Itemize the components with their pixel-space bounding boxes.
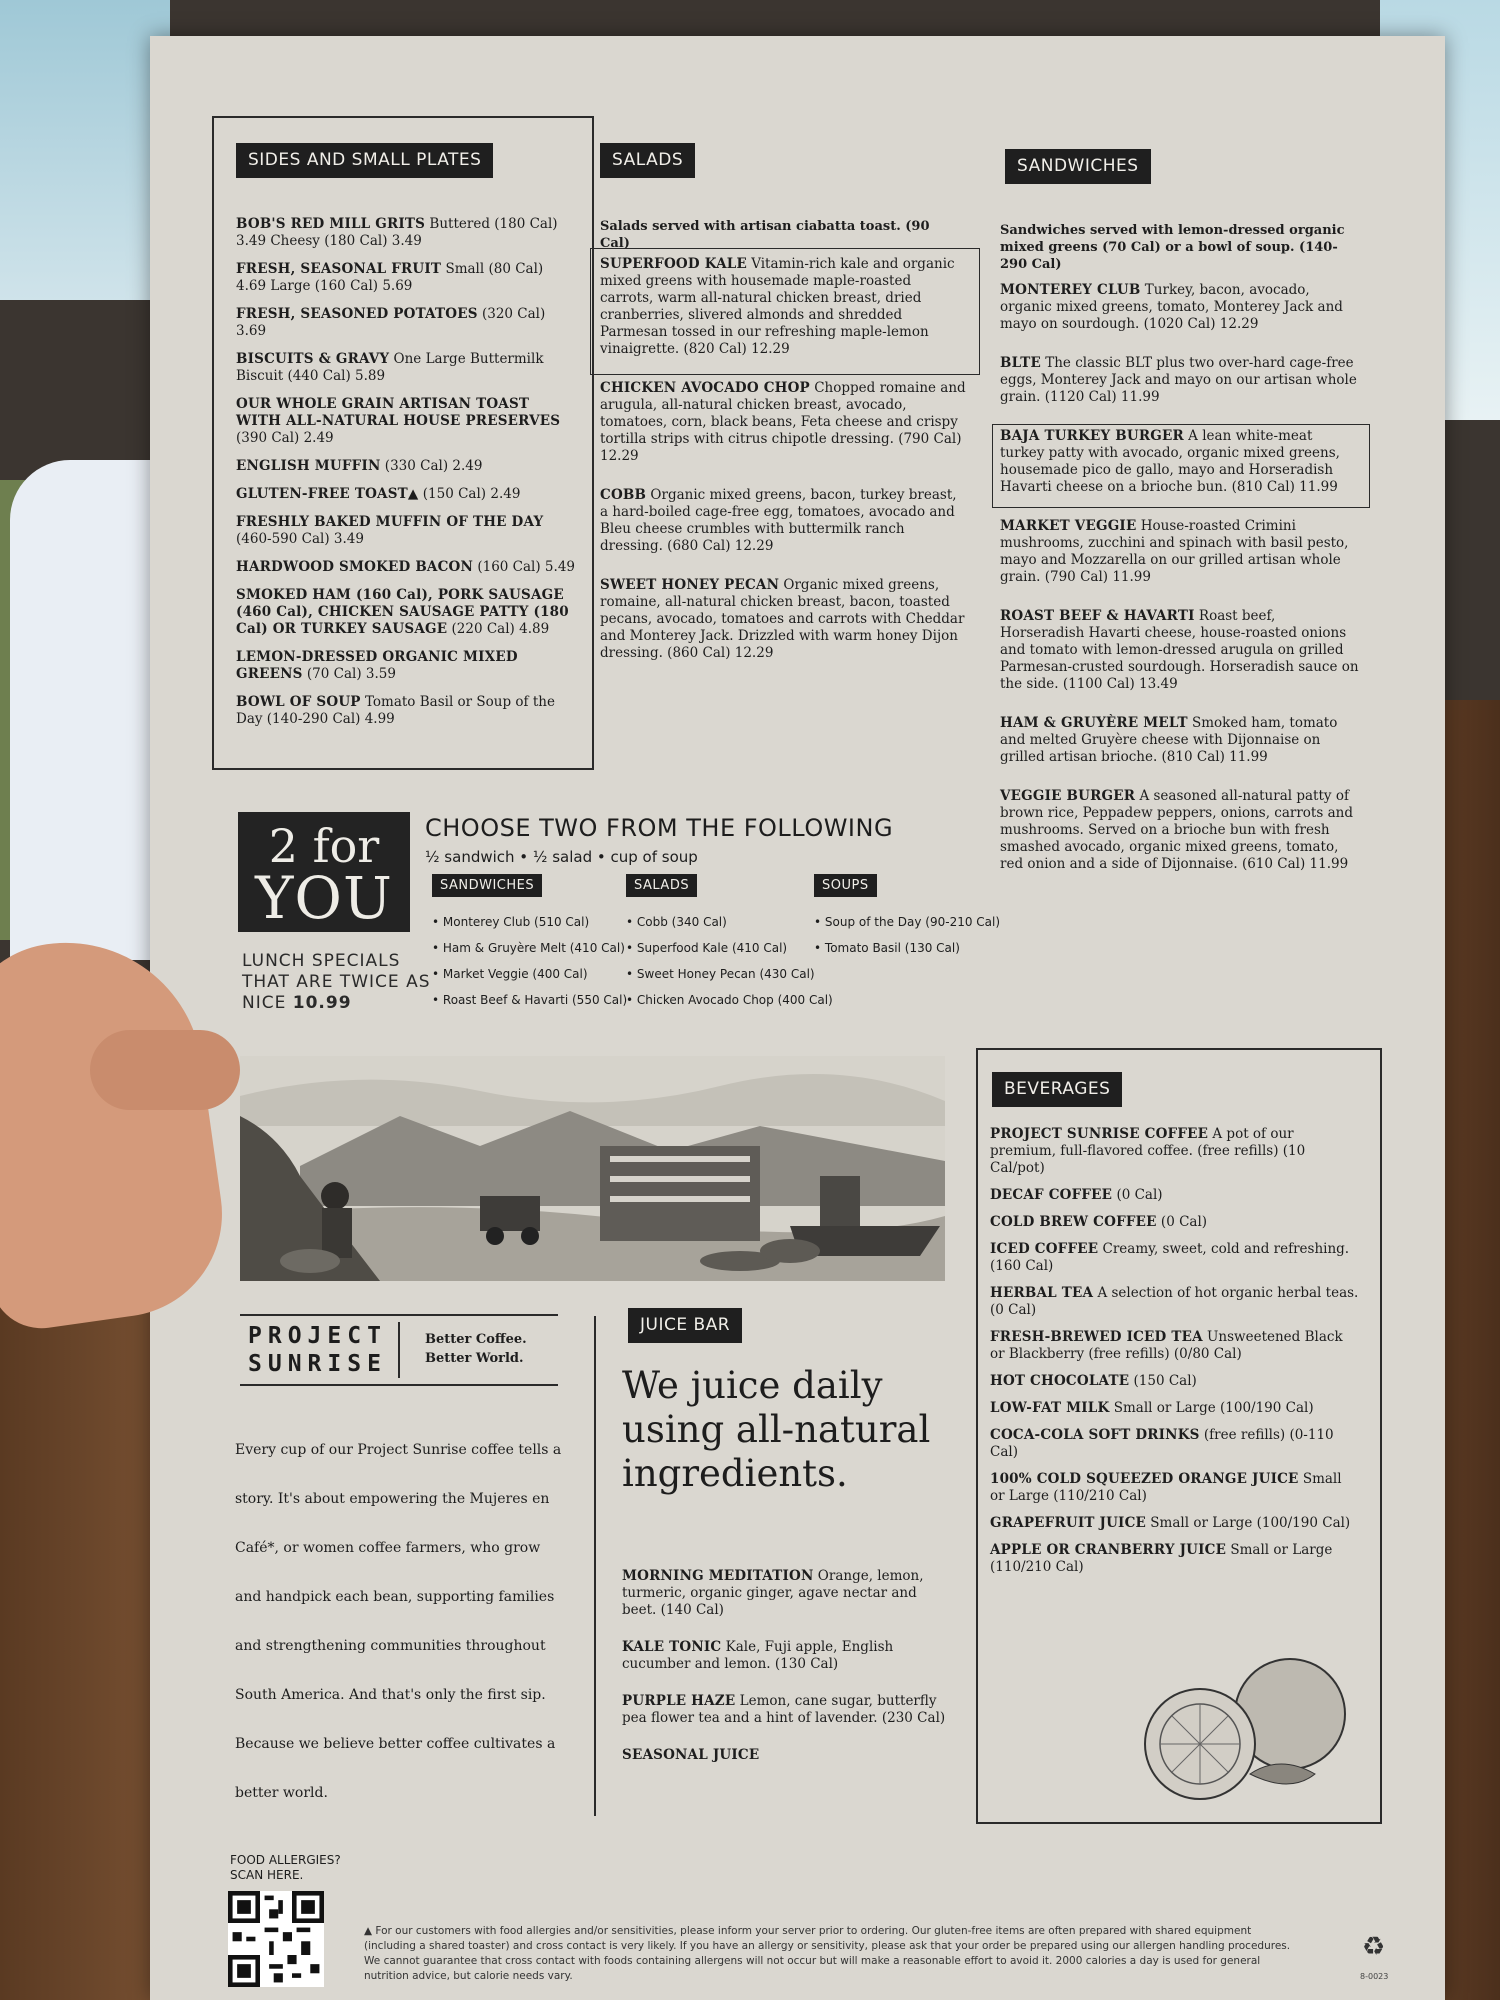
two-salad-option: • Sweet Honey Pecan (430 Cal) xyxy=(626,961,833,987)
salad-item-name: SUPERFOOD KALE xyxy=(600,256,747,272)
sides-item-name: BOB'S RED MILL GRITS xyxy=(236,216,426,232)
sides-item-detail: One Large Buttermilk Biscuit (440 Cal) 5.89 xyxy=(236,351,544,384)
sides-item xyxy=(236,649,576,683)
salad-item-name: CHICKEN AVOCADO CHOP xyxy=(600,380,810,396)
beverage-item-name: FRESH-BREWED ICED TEA xyxy=(990,1329,1203,1345)
beverages-title: BEVERAGES xyxy=(992,1072,1122,1107)
juice-title: JUICE BAR xyxy=(628,1308,742,1343)
juice-item xyxy=(622,1693,952,1727)
beverage-item xyxy=(990,1241,1360,1275)
juice-item xyxy=(622,1568,952,1619)
two-sandwiches-col xyxy=(432,874,627,1013)
sides-item-detail: Buttered (180 Cal) 3.49 Cheesy (180 Cal) 3.49 xyxy=(236,216,558,249)
sides-item-name: GLUTEN-FREE TOAST▲ xyxy=(236,486,419,502)
project-sunrise-body: Every cup of our Project Sunrise coffee tells a story. It's about empowering the Mujeres en Café*, or women coffee farmers, who grow and handpick each bean, supporting families and strengthening communities throughout South America. And that's only the first sip. Because we believe better coffee cultivates a better world. xyxy=(235,1442,562,1801)
beverage-item-detail: Small or Large (110/210 Cal) xyxy=(990,1542,1333,1575)
salads-title: SALADS xyxy=(600,143,695,178)
sandwich-item xyxy=(1000,355,1360,406)
juice-item-detail: Lemon, cane sugar, butterfly pea flower tea and a hint of lavender. (230 Cal) xyxy=(622,1693,946,1726)
salad-item xyxy=(600,256,968,358)
beverage-item-detail: (0 Cal) xyxy=(1156,1214,1208,1230)
two-sandwiches-label: SANDWICHES xyxy=(432,874,542,897)
beverage-item-detail: Small or Large (110/210 Cal) xyxy=(990,1471,1342,1504)
sandwich-item-detail: A lean white-meat turkey patty with avocado, organic mixed greens, housemade pico de gallo, mayo and Horseradish Havarti cheese on a brioche bun. (810 Cal) 11.99 xyxy=(1000,428,1340,495)
sides-item-detail: Tomato Basil or Soup of the Day (140-290 Cal) 4.99 xyxy=(236,694,555,727)
sides-item-name: BISCUITS & GRAVY xyxy=(236,351,390,367)
salads-intro: Salads served with artisan ciabatta toast. (90 Cal) xyxy=(600,219,930,251)
salads-list xyxy=(600,256,968,684)
allergy-qr-code[interactable] xyxy=(228,1891,324,1987)
sides-item-name: ENGLISH MUFFIN xyxy=(236,458,381,474)
beverage-item-name: GRAPEFRUIT JUICE xyxy=(990,1515,1147,1531)
recycle-icon: ♻ xyxy=(1362,1932,1386,1962)
salads-section xyxy=(600,143,695,178)
beverage-item-name: COLD BREW COFFEE xyxy=(990,1214,1157,1230)
sides-item xyxy=(236,486,576,503)
badge-line1: 2 for xyxy=(268,819,380,873)
two-salads-list xyxy=(626,909,833,1013)
juice-section xyxy=(628,1308,742,1343)
thumb xyxy=(90,1030,240,1110)
sides-item xyxy=(236,694,576,728)
two-salad-option: • Cobb (340 Cal) xyxy=(626,909,833,935)
juice-item-name: SEASONAL JUICE xyxy=(622,1747,760,1763)
sides-item-name: FRESH, SEASONED POTATOES xyxy=(236,306,478,322)
tagline-price: 10.99 xyxy=(292,993,352,1013)
sandwich-item-detail: House-roasted Crimini mushrooms, zucchini and spinach with basil pesto, mayo and Mozzarella on our grilled artisan whole grain. (790 Cal) 11.99 xyxy=(1000,518,1349,585)
juice-item-detail: Orange, lemon, turmeric, organic ginger, agave nectar and beet. (140 Cal) xyxy=(622,1568,924,1618)
beverage-item-name: HOT CHOCOLATE xyxy=(990,1373,1130,1389)
badge-line2: YOU xyxy=(255,864,393,932)
two-sandwich-option: • Market Veggie (400 Cal) xyxy=(432,961,627,987)
sandwiches-intro: Sandwiches served with lemon-dressed organic mixed greens (70 Cal) or a bowl of soup. (140-290 Cal) xyxy=(1000,223,1345,272)
juice-item-name: MORNING MEDITATION xyxy=(622,1568,814,1584)
project-sunrise-logo xyxy=(240,1314,558,1386)
sides-item-detail: (220 Cal) 4.89 xyxy=(447,621,550,637)
beverage-item xyxy=(990,1515,1360,1532)
beverage-item-detail: Small or Large (100/190 Cal) xyxy=(1146,1515,1351,1531)
sandwich-item-detail: Roast beef, Horseradish Havarti cheese, house-roasted onions and tomato with lemon-dressed arugula on grilled Parmesan-crusted sourdough. Horseradish sauce on the side. (1100 Cal) 13.49 xyxy=(1000,608,1359,692)
beverage-item-name: ICED COFFEE xyxy=(990,1241,1099,1257)
sandwich-item xyxy=(1000,608,1360,693)
sandwich-item xyxy=(1000,282,1360,333)
sandwich-item-name: BAJA TURKEY BURGER xyxy=(1000,428,1184,444)
beverage-item-name: LOW-FAT MILK xyxy=(990,1400,1110,1416)
sandwich-item xyxy=(1000,428,1360,496)
juice-item xyxy=(622,1639,952,1673)
beverage-item xyxy=(990,1471,1360,1505)
two-soups-label: SOUPS xyxy=(814,874,877,897)
two-soups-col xyxy=(814,874,1000,961)
project-sunrise-wordmark xyxy=(240,1322,400,1378)
sides-item xyxy=(236,559,576,576)
beverage-item-detail: (free refills) (0-110 Cal) xyxy=(990,1427,1334,1460)
sides-section xyxy=(236,143,493,178)
two-sandwich-option: • Ham & Gruyère Melt (410 Cal) xyxy=(432,935,627,961)
sides-item-detail: (390 Cal) 2.49 xyxy=(236,430,334,446)
salad-item xyxy=(600,577,968,662)
two-sandwiches-list xyxy=(432,909,627,1013)
sides-item xyxy=(236,351,576,385)
sides-item-detail: (320 Cal) 3.69 xyxy=(236,306,546,339)
beverage-item xyxy=(990,1373,1360,1390)
beverage-item-name: DECAF COFFEE xyxy=(990,1187,1113,1203)
sandwich-item xyxy=(1000,518,1360,586)
salad-item-detail: Chopped romaine and arugula, all-natural chicken breast, avocado, tomatoes, corn, black beans, Feta cheese and crispy tortilla strips with citrus chipotle dressing. (790 Cal) 12.29 xyxy=(600,380,966,464)
sides-item-detail: (330 Cal) 2.49 xyxy=(380,458,483,474)
two-salad-option: • Chicken Avocado Chop (400 Cal) xyxy=(626,987,833,1013)
sides-item-detail: Small (80 Cal) 4.69 Large (160 Cal) 5.69 xyxy=(236,261,544,294)
beverage-item xyxy=(990,1187,1360,1204)
two-soup-option: • Tomato Basil (130 Cal) xyxy=(814,935,1000,961)
beverage-item-name: 100% COLD SQUEEZED ORANGE JUICE xyxy=(990,1471,1299,1487)
sides-item-name: FRESHLY BAKED MUFFIN OF THE DAY xyxy=(236,514,544,530)
beverage-item-name: APPLE OR CRANBERRY JUICE xyxy=(990,1542,1227,1558)
sandwich-item xyxy=(1000,715,1360,766)
beverage-item-name: HERBAL TEA xyxy=(990,1285,1094,1301)
sides-item xyxy=(236,261,576,295)
beverages-section xyxy=(992,1072,1122,1107)
beverages-list xyxy=(990,1126,1360,1586)
juice-divider xyxy=(594,1316,596,1816)
ps-line2: SUNRISE xyxy=(248,1351,387,1377)
beverage-item-detail: A selection of hot organic herbal teas. (0 Cal) xyxy=(990,1285,1359,1318)
sides-item xyxy=(236,587,576,638)
allergy-line2: SCAN HERE. xyxy=(230,1868,304,1882)
sides-item xyxy=(236,396,576,447)
beverage-item-detail: A pot of our premium, full-flavored coffee. (free refills) (10 Cal/pot) xyxy=(990,1126,1306,1176)
project-sunrise-slogan xyxy=(425,1330,527,1368)
sides-item xyxy=(236,216,576,250)
ps-slogan2: Better World. xyxy=(425,1351,524,1366)
sandwich-item-name: MARKET VEGGIE xyxy=(1000,518,1137,534)
salad-item-detail: Vitamin-rich kale and organic mixed greens with housemade maple-roasted carrots, warm all-natural chicken breast, dried cranberries, slivered almonds and shredded Parmesan tossed in our refreshing maple-lemon vinaigrette. (820 Cal) 12.29 xyxy=(600,256,955,357)
beverage-item xyxy=(990,1329,1360,1363)
sides-item-detail: (150 Cal) 2.49 xyxy=(418,486,521,502)
beverage-item-detail: Creamy, sweet, cold and refreshing. (160 Cal) xyxy=(990,1241,1350,1274)
sides-item-detail: (70 Cal) 3.59 xyxy=(302,666,396,682)
sandwiches-title: SANDWICHES xyxy=(1005,149,1151,184)
sides-item xyxy=(236,306,576,340)
sides-item-name: FRESH, SEASONAL FRUIT xyxy=(236,261,442,277)
juice-list xyxy=(622,1568,952,1784)
two-soups-list xyxy=(814,909,1000,961)
sides-item-detail: (160 Cal) 5.49 xyxy=(473,559,575,575)
two-salads-label: SALADS xyxy=(626,874,697,897)
beverage-item xyxy=(990,1285,1360,1319)
ps-line1: PROJECT xyxy=(248,1323,387,1349)
sides-item-name: OUR WHOLE GRAIN ARTISAN TOAST WITH ALL-NATURAL HOUSE PRESERVES xyxy=(236,396,561,429)
choose-two-heading: CHOOSE TWO FROM THE FOLLOWING xyxy=(425,814,894,842)
two-salad-option: • Superfood Kale (410 Cal) xyxy=(626,935,833,961)
choose-two-subheading: ½ sandwich • ½ salad • cup of soup xyxy=(425,848,698,866)
menu-code: 8-0023 xyxy=(1360,1972,1389,1981)
sandwich-item-name: HAM & GRUYÈRE MELT xyxy=(1000,715,1188,731)
tagline-text: LUNCH SPECIALS THAT ARE TWICE AS NICE xyxy=(242,951,431,1013)
sides-item-name: HARDWOOD SMOKED BACON xyxy=(236,559,474,575)
menu-sheet xyxy=(150,36,1445,2000)
juice-item xyxy=(622,1747,952,1764)
sandwich-item xyxy=(1000,788,1360,873)
beverage-item xyxy=(990,1214,1360,1231)
lunch-tagline xyxy=(242,951,442,1014)
sandwiches-section xyxy=(1005,149,1151,184)
allergy-line1: FOOD ALLERGIES? xyxy=(230,1853,341,1867)
sandwich-item-detail: Smoked ham, tomato and melted Gruyère cheese with Dijonnaise on grilled artisan brioche. (810 Cal) 11.99 xyxy=(1000,715,1338,765)
salad-item xyxy=(600,380,968,465)
sides-item-detail: (460-590 Cal) 3.49 xyxy=(236,531,364,547)
coffee-farm-illustration xyxy=(240,1056,945,1281)
sandwich-item-name: BLTE xyxy=(1000,355,1041,371)
juice-item-name: PURPLE HAZE xyxy=(622,1693,736,1709)
beverage-item xyxy=(990,1400,1360,1417)
sides-item xyxy=(236,514,576,548)
beverage-item-detail: Unsweetened Black or Blackberry (free refills) (0/80 Cal) xyxy=(990,1329,1343,1362)
sandwich-item-name: VEGGIE BURGER xyxy=(1000,788,1136,804)
ps-slogan1: Better Coffee. xyxy=(425,1332,527,1347)
sandwich-item-detail: The classic BLT plus two over-hard cage-free eggs, Monterey Jack and mayo on our artisan whole grain. (1120 Cal) 11.99 xyxy=(1000,355,1357,405)
beverage-item xyxy=(990,1126,1360,1177)
salad-item xyxy=(600,487,968,555)
sandwich-item-name: MONTEREY CLUB xyxy=(1000,282,1141,298)
allergy-heading xyxy=(230,1853,341,1883)
two-for-you-badge xyxy=(238,812,410,932)
beverage-item-name: PROJECT SUNRISE COFFEE xyxy=(990,1126,1209,1142)
allergen-disclaimer: ▲ For our customers with food allergies and/or sensitivities, please inform your server prior to ordering. Our gluten-free items are often prepared with shared equipment (including a shared toaster) and cross contact is very likely. If you have an allergy or sensitivity, please ask that your order be prepared using our allergen handling procedures. We cannot guarantee that cross contact with foods containing allergens will not occur but will make a reasonable effort to avoid it. 2000 calories a day is used for general nutrition advice, but calorie needs vary. xyxy=(364,1925,1291,1982)
two-sandwich-option: • Roast Beef & Havarti (550 Cal) xyxy=(432,987,627,1013)
sides-item xyxy=(236,458,576,475)
beverage-item xyxy=(990,1542,1360,1576)
sandwich-item-detail: A seasoned all-natural patty of brown rice, Peppadew peppers, onions, carrots and mushrooms. Served on a brioche bun with fresh smashed avocado, organic mixed greens, tomato, red onion and a side of Dijonnaise. (610 Cal) 11.99 xyxy=(1000,788,1353,872)
two-sandwich-option: • Monterey Club (510 Cal) xyxy=(432,909,627,935)
beverage-item xyxy=(990,1427,1360,1461)
sandwiches-list xyxy=(1000,282,1360,895)
sandwich-item-name: ROAST BEEF & HAVARTI xyxy=(1000,608,1195,624)
juice-item-detail: Kale, Fuji apple, English cucumber and lemon. (130 Cal) xyxy=(622,1639,894,1672)
sides-title: SIDES AND SMALL PLATES xyxy=(236,143,493,178)
beverage-item-detail: (150 Cal) xyxy=(1129,1373,1197,1389)
juice-item-name: KALE TONIC xyxy=(622,1639,722,1655)
sides-item-name: BOWL OF SOUP xyxy=(236,694,361,710)
beverage-item-detail: (0 Cal) xyxy=(1112,1187,1163,1203)
sides-item-name: LEMON-DRESSED ORGANIC MIXED GREENS xyxy=(236,649,518,682)
salad-item-detail: Organic mixed greens, romaine, all-natural chicken breast, bacon, toasted pecans, avocado, tomatoes and carrots with Cheddar and Monterey Jack. Drizzled with warm honey Dijon dressing. (860 Cal) 12.29 xyxy=(600,577,965,661)
salad-item-name: SWEET HONEY PECAN xyxy=(600,577,780,593)
juice-headline: We juice daily using all-natural ingredients. xyxy=(622,1364,931,1495)
beverage-item-name: COCA-COLA SOFT DRINKS xyxy=(990,1427,1200,1443)
salad-item-name: COBB xyxy=(600,487,647,503)
salad-item-detail: Organic mixed greens, bacon, turkey breast, a hard-boiled cage-free egg, tomatoes, avocado and Bleu cheese crumbles with buttermilk ranch dressing. (680 Cal) 12.29 xyxy=(600,487,957,554)
citrus-illustration xyxy=(1140,1654,1350,1804)
sides-item-name: SMOKED HAM (160 Cal), PORK SAUSAGE (460 Cal), CHICKEN SAUSAGE PATTY (180 Cal) OR TURKEY SAUSAGE xyxy=(236,587,569,637)
sides-list xyxy=(236,216,576,739)
two-salads-col xyxy=(626,874,833,1013)
beverage-item-detail: Small or Large (100/190 Cal) xyxy=(1109,1400,1314,1416)
sandwich-item-detail: Turkey, bacon, avocado, organic mixed greens, tomato, Monterey Jack and mayo on sourdough. (1020 Cal) 12.29 xyxy=(1000,282,1343,332)
window xyxy=(0,0,170,300)
two-soup-option: • Soup of the Day (90-210 Cal) xyxy=(814,909,1000,935)
